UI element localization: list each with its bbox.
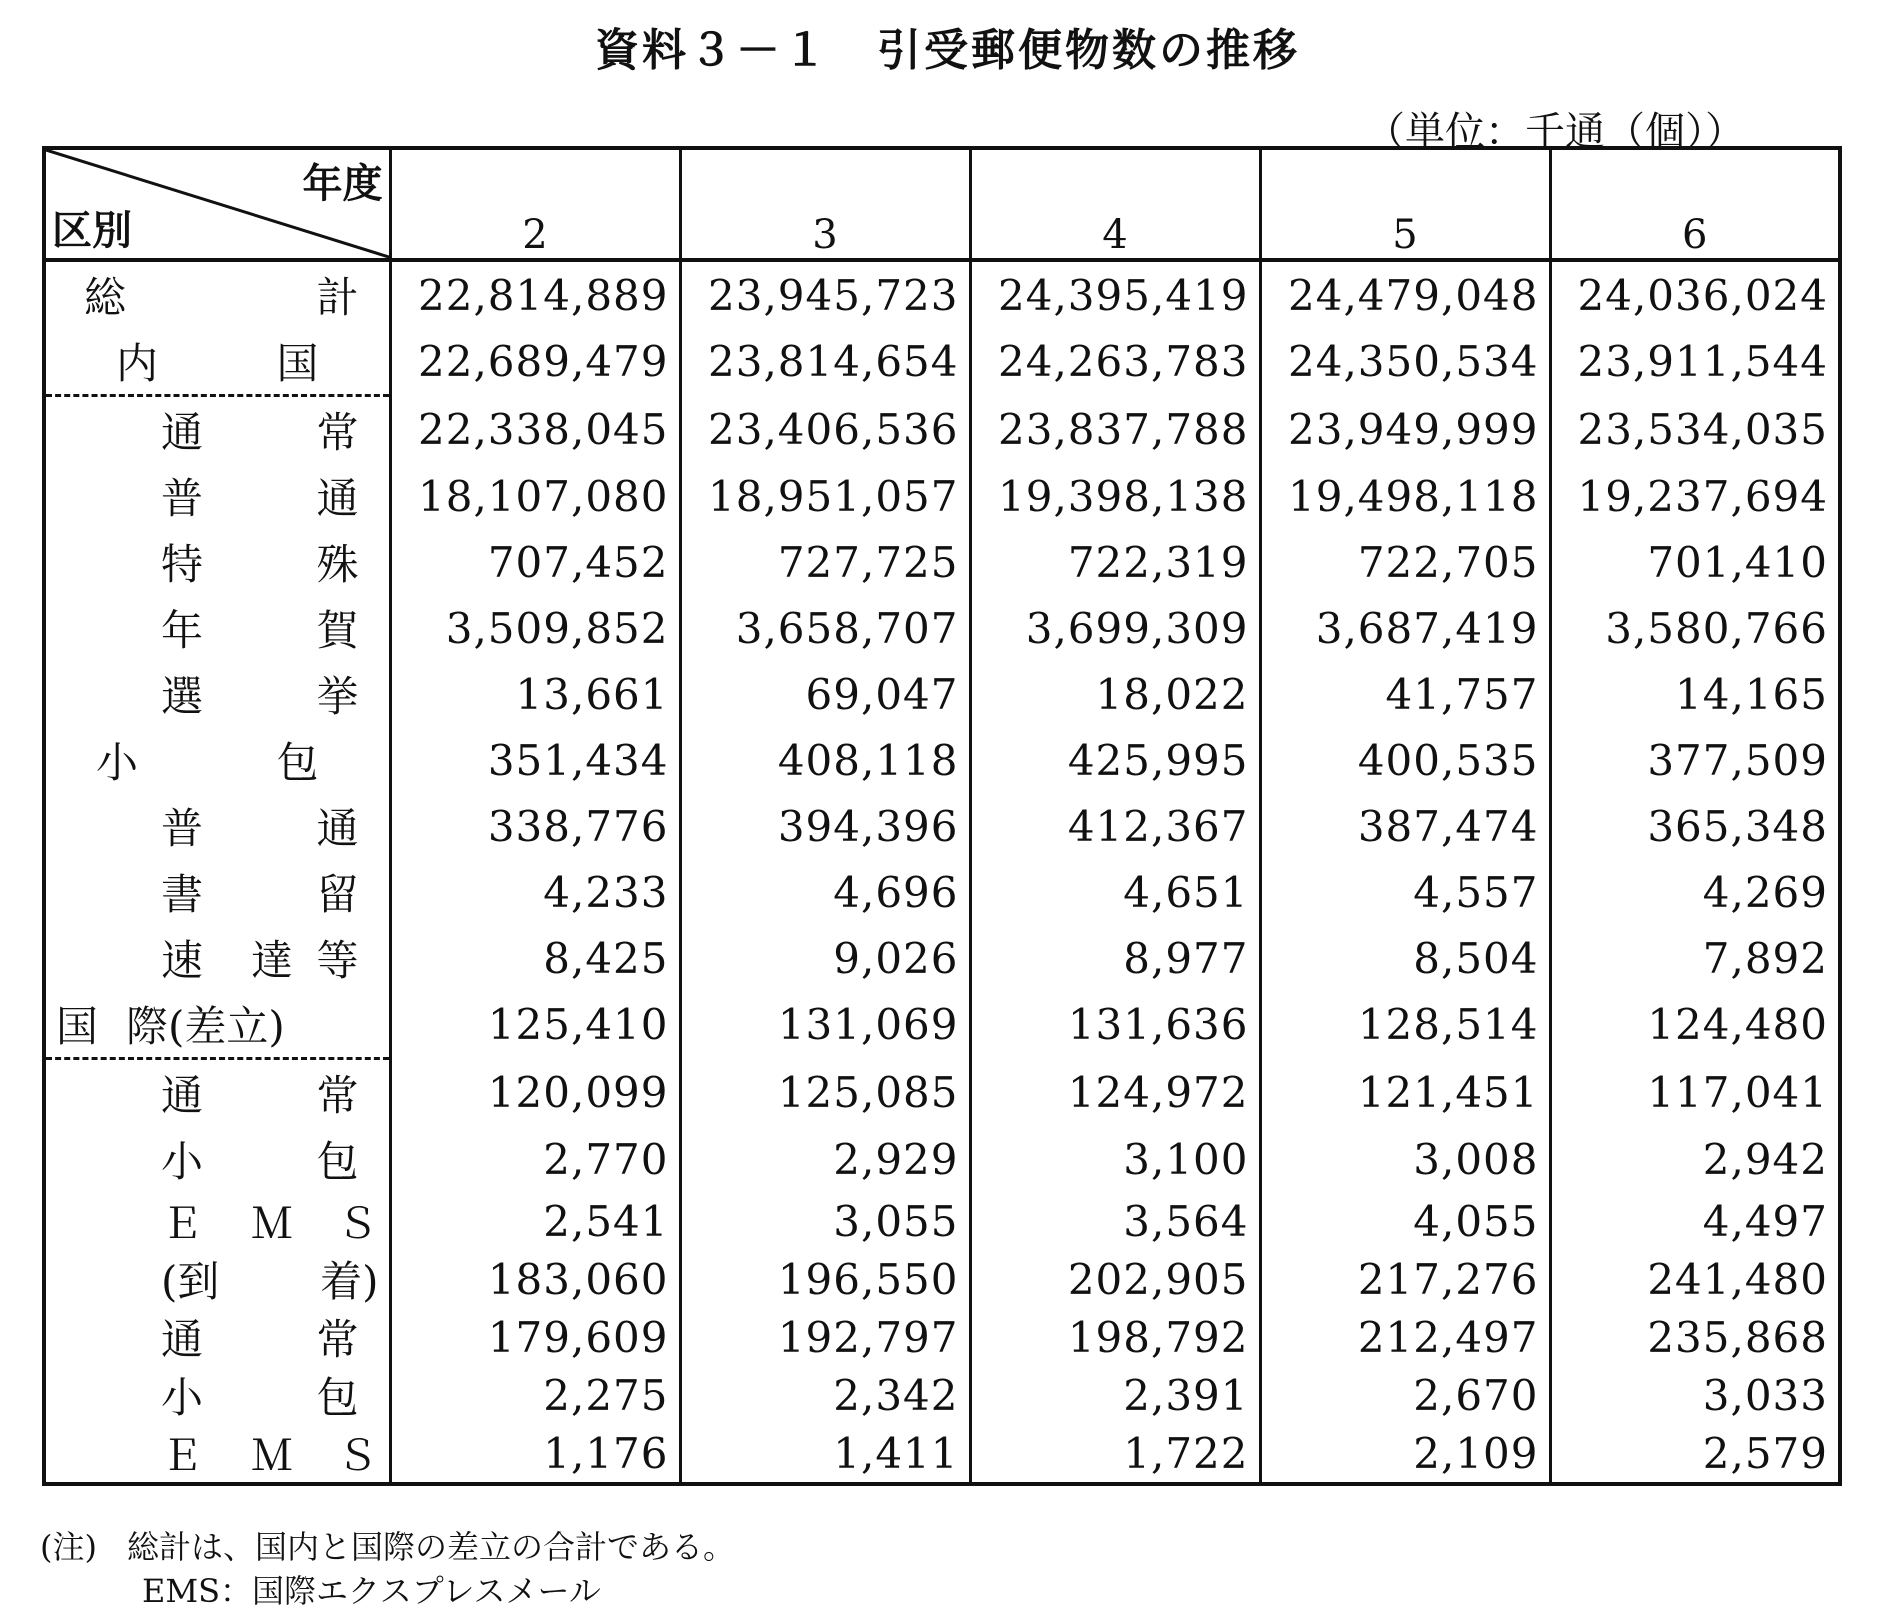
row-label-part: 特 [161, 540, 204, 589]
value-cell-year-5: 121,451 [1260, 1059, 1550, 1127]
value-cell-year-4: 412,367 [970, 793, 1260, 859]
value-cell-year-4: 23,837,788 [970, 396, 1260, 464]
row-label [44, 727, 390, 793]
value-cell-year-4: 4,651 [970, 859, 1260, 925]
value-cell-year-4: 19,398,138 [970, 463, 1260, 529]
row-label [44, 1250, 390, 1308]
row-label-part: 着) [320, 1257, 379, 1306]
row-label [44, 260, 390, 328]
value-cell-year-5: 387,474 [1260, 793, 1550, 859]
value-cell-year-3: 408,118 [680, 727, 970, 793]
value-cell-year-6: 235,868 [1550, 1308, 1840, 1366]
value-cell-year-5: 8,504 [1260, 925, 1550, 991]
row-label [44, 925, 390, 991]
value-cell-year-6: 23,534,035 [1550, 396, 1840, 464]
value-cell-year-4: 202,905 [970, 1250, 1260, 1308]
value-cell-year-2: 22,814,889 [390, 260, 680, 328]
row-label-part: 包 [276, 738, 319, 787]
value-cell-year-2: 120,099 [390, 1059, 680, 1127]
table-row-international-sent [44, 991, 1840, 1059]
row-label-part: 書 [161, 870, 204, 919]
value-cell-year-4: 18,022 [970, 661, 1260, 727]
corner-header [44, 148, 390, 260]
value-cell-year-3: 2,929 [680, 1126, 970, 1192]
value-cell-year-3: 394,396 [680, 793, 970, 859]
value-cell-year-6: 4,269 [1550, 859, 1840, 925]
row-label-part: 普 [161, 804, 204, 853]
row-label-part: 際(差立) [126, 1002, 285, 1051]
value-cell-year-6: 3,580,766 [1550, 595, 1840, 661]
value-cell-year-6: 2,579 [1550, 1424, 1840, 1484]
year-col-5: 5 [1260, 148, 1550, 260]
row-label [44, 1308, 390, 1366]
table-row-domestic-parcel-express [44, 925, 1840, 991]
value-cell-year-2: 1,176 [390, 1424, 680, 1484]
note-line-1: 総計は、国内と国際の差立の合計である。 [126, 1528, 735, 1566]
value-cell-year-6: 24,036,024 [1550, 260, 1840, 328]
row-label [44, 595, 390, 661]
value-cell-year-6: 14,165 [1550, 661, 1840, 727]
value-cell-year-3: 23,945,723 [680, 260, 970, 328]
table-row-international-arrived-parcel [44, 1366, 1840, 1424]
value-cell-year-3: 125,085 [680, 1059, 970, 1127]
year-col-2: 2 [390, 148, 680, 260]
value-cell-year-3: 192,797 [680, 1308, 970, 1366]
value-cell-year-5: 24,350,534 [1260, 328, 1550, 396]
value-cell-year-2: 125,410 [390, 991, 680, 1059]
value-cell-year-4: 3,699,309 [970, 595, 1260, 661]
value-cell-year-3: 69,047 [680, 661, 970, 727]
row-label-part: 賀 [316, 606, 359, 655]
row-label [44, 1424, 390, 1484]
year-header-label: 年度 [302, 160, 383, 207]
row-label-part: 国 [276, 339, 319, 388]
row-label-part: 通 [316, 474, 359, 523]
value-cell-year-4: 124,972 [970, 1059, 1260, 1127]
value-cell-year-6: 124,480 [1550, 991, 1840, 1059]
value-cell-year-4: 8,977 [970, 925, 1260, 991]
table-row-international-arrived-regular [44, 1308, 1840, 1366]
row-label-part: (到 [161, 1257, 220, 1306]
value-cell-year-5: 24,479,048 [1260, 260, 1550, 328]
row-label-part: Ｍ [251, 1431, 294, 1480]
row-label-part: Ｓ [336, 1431, 379, 1480]
value-cell-year-4: 3,100 [970, 1126, 1260, 1192]
value-cell-year-3: 131,069 [680, 991, 970, 1059]
table-row-domestic-regular [44, 396, 1840, 464]
value-cell-year-3: 196,550 [680, 1250, 970, 1308]
table-row-international-sent-ems [44, 1192, 1840, 1250]
value-cell-year-3: 1,411 [680, 1424, 970, 1484]
value-cell-year-2: 183,060 [390, 1250, 680, 1308]
row-label [44, 859, 390, 925]
value-cell-year-5: 23,949,999 [1260, 396, 1550, 464]
value-cell-year-5: 722,705 [1260, 529, 1550, 595]
value-cell-year-6: 4,497 [1550, 1192, 1840, 1250]
value-cell-year-2: 707,452 [390, 529, 680, 595]
value-cell-year-4: 722,319 [970, 529, 1260, 595]
value-cell-year-6: 19,237,694 [1550, 463, 1840, 529]
row-label-part: Ｓ [336, 1199, 379, 1248]
value-cell-year-2: 8,425 [390, 925, 680, 991]
value-cell-year-4: 24,395,419 [970, 260, 1260, 328]
row-label-part: 計 [316, 273, 359, 322]
row-label-part: 通 [161, 1071, 204, 1120]
year-col-4: 4 [970, 148, 1260, 260]
value-cell-year-5: 128,514 [1260, 991, 1550, 1059]
row-label-part: 常 [316, 1315, 359, 1364]
row-label-part: 選 [161, 672, 204, 721]
value-cell-year-2: 4,233 [390, 859, 680, 925]
value-cell-year-2: 22,689,479 [390, 328, 680, 396]
row-label-part: 小 [96, 738, 139, 787]
year-col-6: 6 [1550, 148, 1840, 260]
value-cell-year-2: 2,541 [390, 1192, 680, 1250]
value-cell-year-5: 19,498,118 [1260, 463, 1550, 529]
row-label-part: 小 [161, 1373, 204, 1422]
value-cell-year-5: 3,687,419 [1260, 595, 1550, 661]
value-cell-year-5: 217,276 [1260, 1250, 1550, 1308]
note-tag: (注) [40, 1528, 97, 1566]
value-cell-year-5: 2,670 [1260, 1366, 1550, 1424]
table-row-domestic-parcel [44, 727, 1840, 793]
value-cell-year-2: 2,275 [390, 1366, 680, 1424]
value-cell-year-6: 365,348 [1550, 793, 1840, 859]
row-label-part: 速 [161, 936, 204, 985]
row-label [44, 1366, 390, 1424]
value-cell-year-6: 23,911,544 [1550, 328, 1840, 396]
row-label-part: 通 [161, 1315, 204, 1364]
row-label-part: 年 [161, 606, 204, 655]
row-label-part: Ｍ [251, 1199, 294, 1248]
value-cell-year-4: 1,722 [970, 1424, 1260, 1484]
row-label [44, 1192, 390, 1250]
table-row-international-arrived-ems [44, 1424, 1840, 1484]
row-label-part: 国 [56, 1002, 99, 1051]
table-row-domestic [44, 328, 1840, 396]
value-cell-year-3: 18,951,057 [680, 463, 970, 529]
value-cell-year-3: 3,658,707 [680, 595, 970, 661]
category-header-label: 区別 [52, 207, 132, 254]
row-label [44, 463, 390, 529]
row-label-part: 常 [316, 1071, 359, 1120]
unit-label: （単位：千通（個）） [1365, 109, 1745, 155]
row-label-part: 等 [316, 936, 359, 985]
value-cell-year-2: 179,609 [390, 1308, 680, 1366]
row-label-part: 常 [316, 408, 359, 457]
value-cell-year-4: 198,792 [970, 1308, 1260, 1366]
value-cell-year-6: 7,892 [1550, 925, 1840, 991]
value-cell-year-6: 3,033 [1550, 1366, 1840, 1424]
row-label-part: 留 [316, 870, 359, 919]
value-cell-year-3: 727,725 [680, 529, 970, 595]
value-cell-year-6: 2,942 [1550, 1126, 1840, 1192]
row-label-part: 殊 [316, 540, 359, 589]
row-label [44, 661, 390, 727]
value-cell-year-4: 2,391 [970, 1366, 1260, 1424]
value-cell-year-2: 18,107,080 [390, 463, 680, 529]
header-row [44, 148, 1840, 260]
row-label-part: Ｅ [161, 1431, 204, 1480]
value-cell-year-3: 9,026 [680, 925, 970, 991]
value-cell-year-5: 2,109 [1260, 1424, 1550, 1484]
value-cell-year-4: 131,636 [970, 991, 1260, 1059]
table-row-international-sent-parcel [44, 1126, 1840, 1192]
row-label [44, 1126, 390, 1192]
row-label-part: 通 [316, 804, 359, 853]
value-cell-year-5: 41,757 [1260, 661, 1550, 727]
value-cell-year-5: 4,557 [1260, 859, 1550, 925]
table-row-international-sent-regular [44, 1059, 1840, 1127]
row-label-part: 通 [161, 408, 204, 457]
table-row-total [44, 260, 1840, 328]
row-label [44, 1059, 390, 1127]
value-cell-year-3: 3,055 [680, 1192, 970, 1250]
row-label [44, 529, 390, 595]
row-label-part: 包 [316, 1373, 359, 1422]
value-cell-year-2: 22,338,045 [390, 396, 680, 464]
row-label-part: 挙 [316, 672, 359, 721]
value-cell-year-4: 3,564 [970, 1192, 1260, 1250]
table-row-domestic-regular-newyear [44, 595, 1840, 661]
value-cell-year-6: 701,410 [1550, 529, 1840, 595]
value-cell-year-3: 23,814,654 [680, 328, 970, 396]
value-cell-year-3: 2,342 [680, 1366, 970, 1424]
row-label-part: 小 [161, 1137, 204, 1186]
value-cell-year-3: 23,406,536 [680, 396, 970, 464]
table-row-domestic-parcel-registered [44, 859, 1840, 925]
value-cell-year-2: 338,776 [390, 793, 680, 859]
value-cell-year-5: 212,497 [1260, 1308, 1550, 1366]
year-col-3: 3 [680, 148, 970, 260]
page-title: 資料３－１ 引受郵便物数の推移 [595, 25, 1300, 76]
value-cell-year-2: 13,661 [390, 661, 680, 727]
table-row-domestic-parcel-ordinary [44, 793, 1840, 859]
value-cell-year-4: 425,995 [970, 727, 1260, 793]
row-label-part: 総 [84, 273, 127, 322]
note-line-2: EMS：国際エクスプレスメール [142, 1572, 601, 1610]
row-label [44, 396, 390, 464]
table-row-domestic-regular-ordinary [44, 463, 1840, 529]
value-cell-year-6: 241,480 [1550, 1250, 1840, 1308]
row-label [44, 991, 390, 1059]
value-cell-year-2: 351,434 [390, 727, 680, 793]
value-cell-year-2: 3,509,852 [390, 595, 680, 661]
row-label-part: 達 [251, 936, 294, 985]
note-total [40, 1522, 735, 1568]
value-cell-year-5: 4,055 [1260, 1192, 1550, 1250]
row-label [44, 793, 390, 859]
table-row-domestic-regular-election [44, 661, 1840, 727]
table-row-international-arrived [44, 1250, 1840, 1308]
value-cell-year-5: 400,535 [1260, 727, 1550, 793]
value-cell-year-6: 117,041 [1550, 1059, 1840, 1127]
row-label [44, 328, 390, 396]
table-row-domestic-regular-special [44, 529, 1840, 595]
value-cell-year-2: 2,770 [390, 1126, 680, 1192]
row-label-part: 包 [316, 1137, 359, 1186]
value-cell-year-3: 4,696 [680, 859, 970, 925]
row-label-part: 内 [116, 339, 159, 388]
row-label-part: 普 [161, 474, 204, 523]
value-cell-year-5: 3,008 [1260, 1126, 1550, 1192]
row-label-part: Ｅ [161, 1199, 204, 1248]
mail-volume-table [42, 146, 1842, 1486]
value-cell-year-6: 377,509 [1550, 727, 1840, 793]
value-cell-year-4: 24,263,783 [970, 328, 1260, 396]
